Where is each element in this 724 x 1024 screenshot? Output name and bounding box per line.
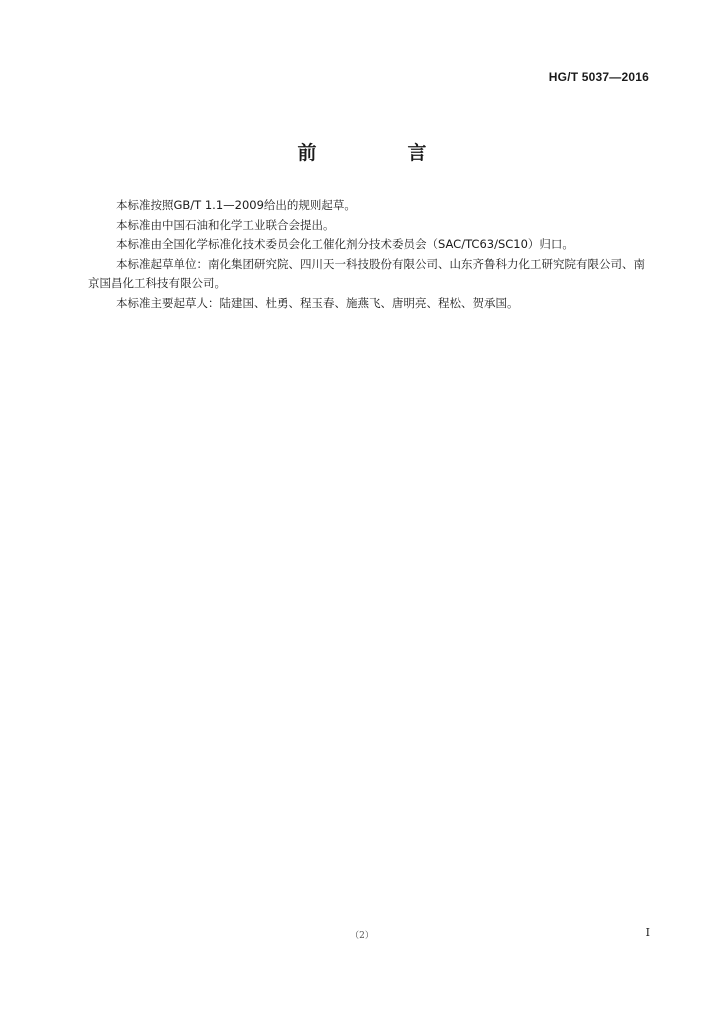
paragraph-committee: 本标准由全国化学标准化技术委员会化工催化剂分技术委员会（SAC/TC63/SC10）归口。	[116, 237, 574, 251]
paragraph-drafting-rules: 本标准按照GB/T 1.1—2009给出的规则起草。	[116, 198, 356, 212]
page-number: I	[645, 926, 650, 939]
paragraph-drafters: 本标准主要起草人：陆建国、杜勇、程玉春、施燕飞、唐明亮、程松、贺承国。	[116, 295, 519, 310]
page-marker: （2）	[350, 931, 374, 941]
standard-code: HG/T 5037—2016	[548, 70, 649, 84]
foreword-title: 前 言	[297, 142, 463, 164]
foreword-body	[88, 196, 653, 313]
paragraph-drafting-units: 本标准起草单位：南化集团研究院、四川天一科技股份有限公司、山东齐鲁科力化工研究院有限公司、南京国昌化工科技有限公司。	[88, 256, 645, 290]
paragraph-proposer: 本标准由中国石油和化学工业联合会提出。	[116, 217, 335, 232]
